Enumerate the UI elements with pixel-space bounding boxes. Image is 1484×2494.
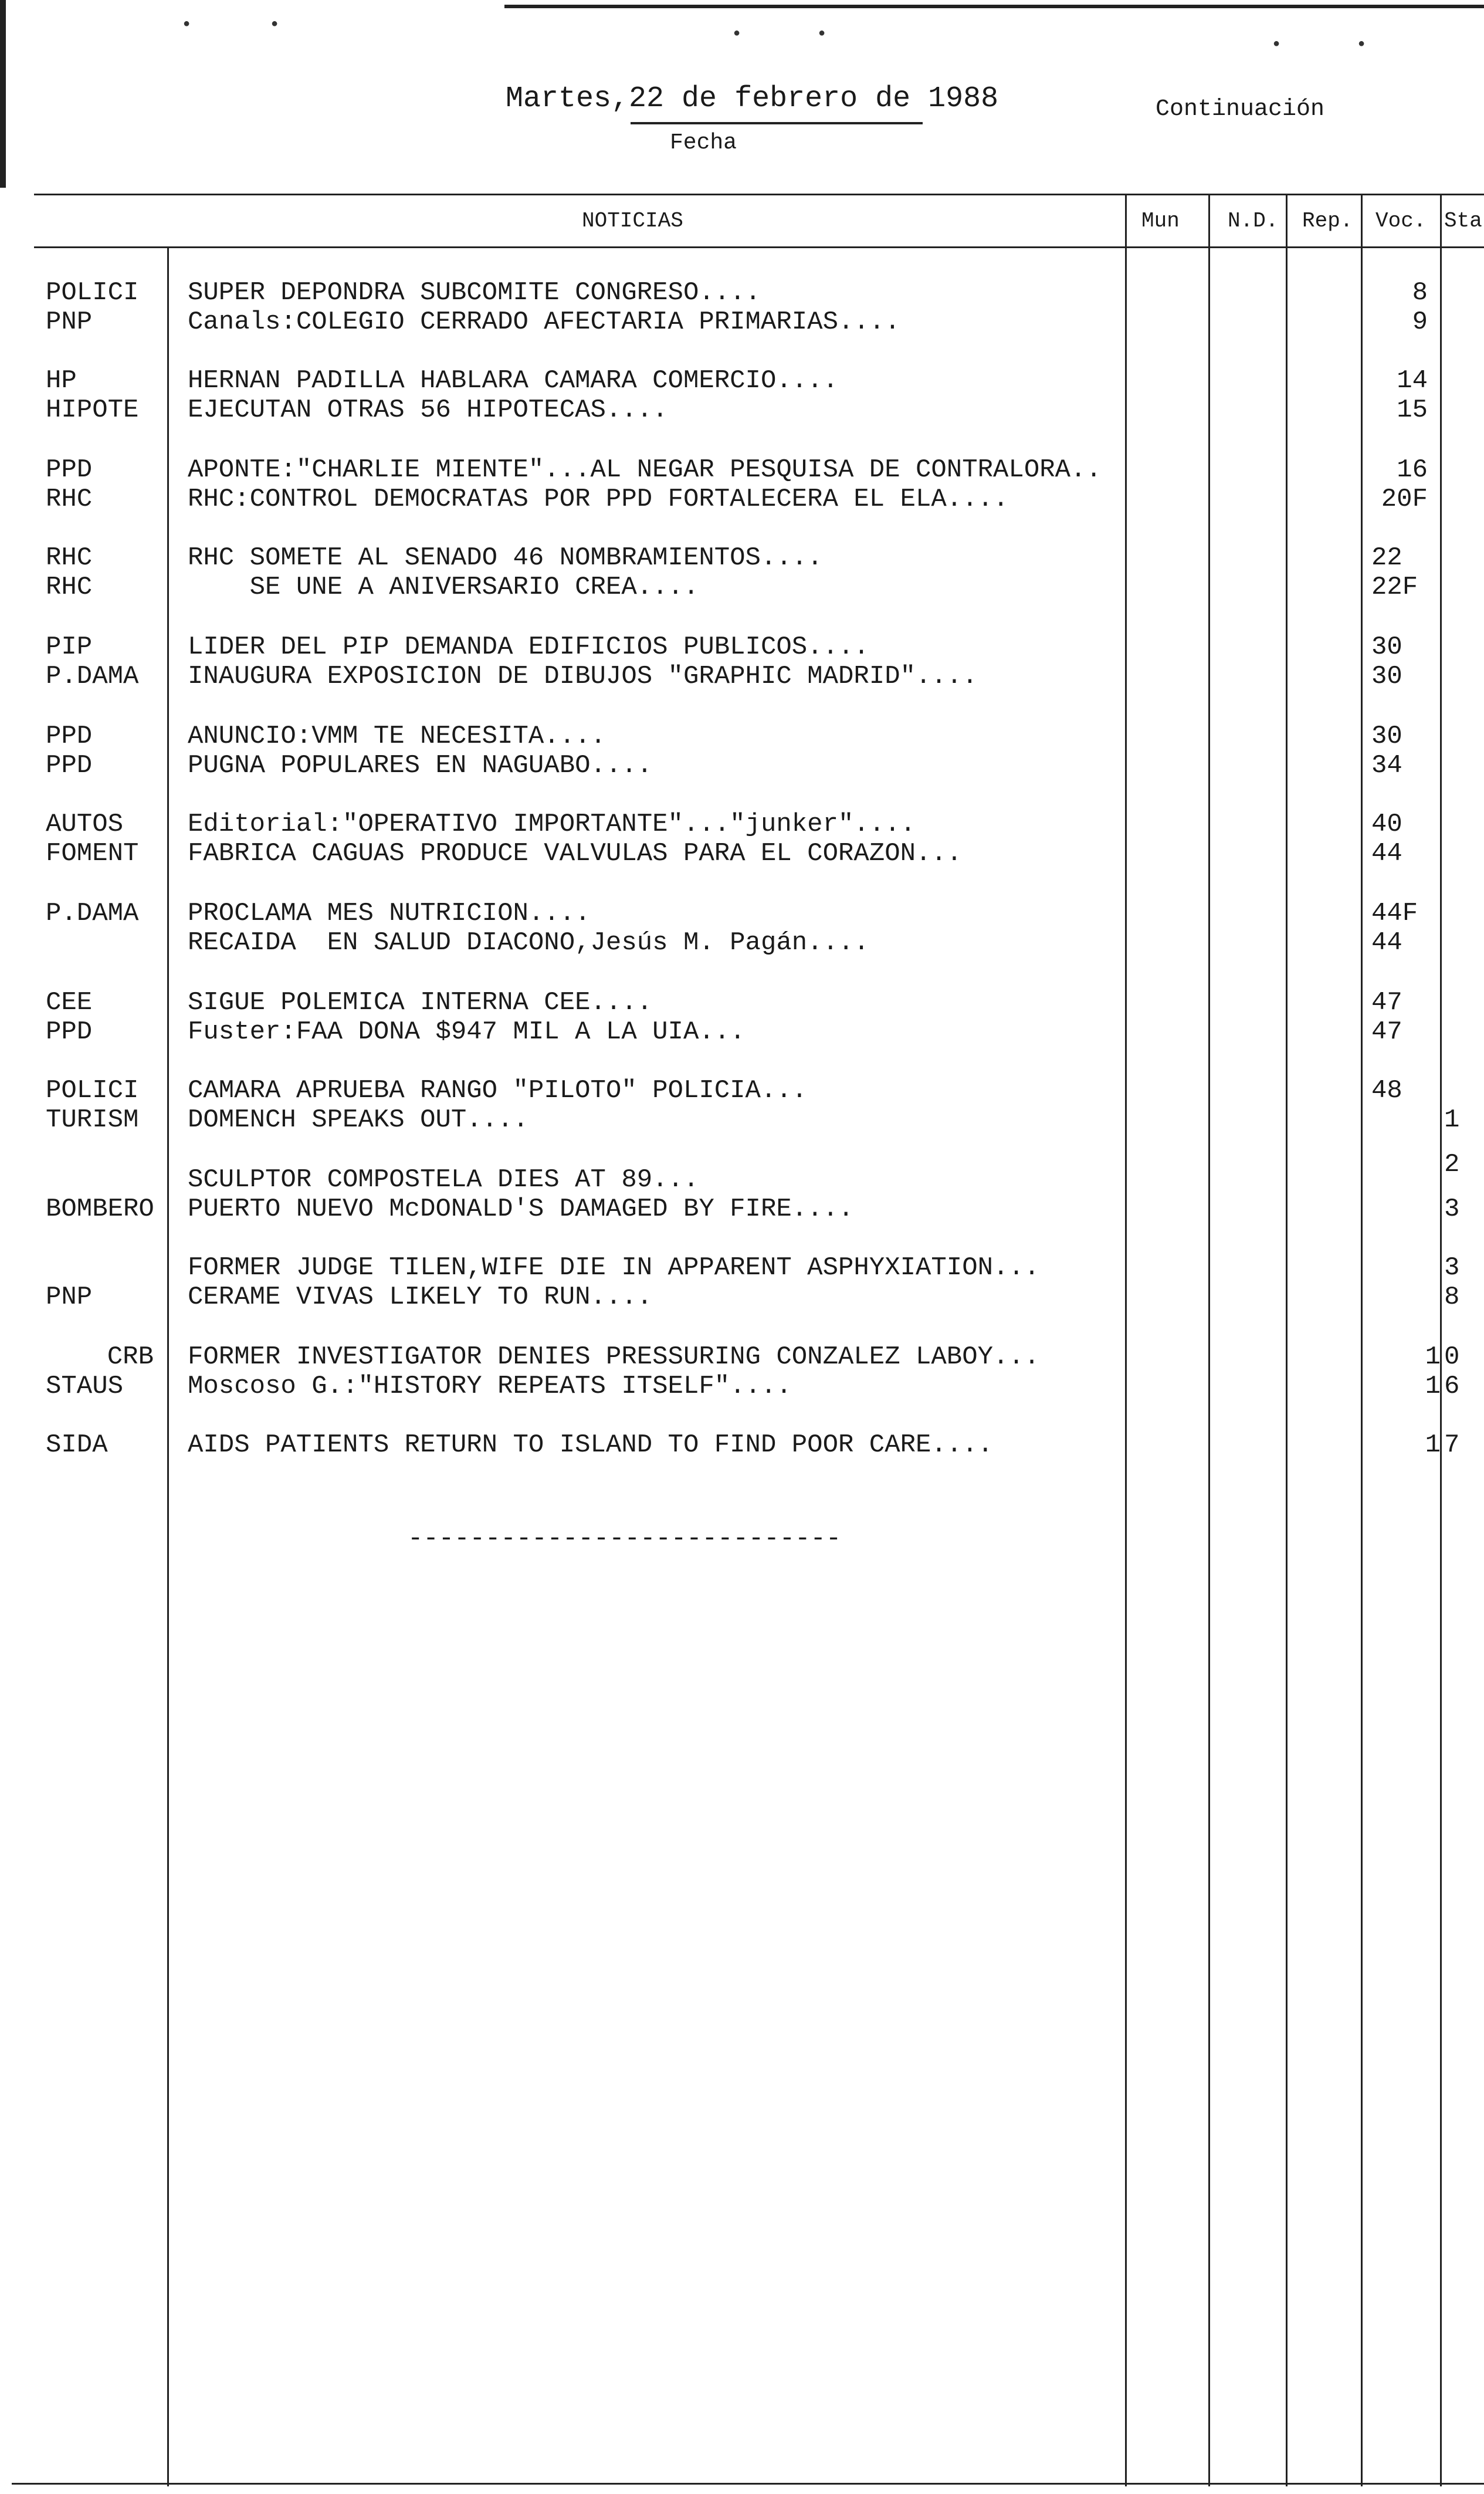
column-header-nd: N.D. bbox=[1228, 209, 1279, 233]
row-category: P.DAMA bbox=[46, 899, 139, 928]
column-rule-category bbox=[167, 246, 169, 2486]
row-headline: AIDS PATIENTS RETURN TO ISLAND TO FIND POOR CARE.... bbox=[188, 1430, 994, 1460]
row-headline: EJECUTAN OTRAS 56 HIPOTECAS.... bbox=[188, 395, 668, 425]
row-category: POLICI bbox=[46, 278, 139, 307]
row-star: 3 bbox=[1444, 1194, 1460, 1224]
column-rule-rep bbox=[1286, 194, 1288, 2486]
row-voc: 47 bbox=[1371, 988, 1402, 1017]
row-voc: 22F bbox=[1371, 573, 1418, 602]
row-voc: 15 bbox=[1397, 395, 1428, 425]
end-separator: ---------------------------- bbox=[408, 1524, 842, 1554]
row-category: PPD bbox=[46, 722, 93, 751]
top-edge-line bbox=[504, 5, 1484, 8]
continuation-label: Continuación bbox=[1156, 96, 1325, 123]
row-voc: 30 bbox=[1371, 662, 1402, 691]
row-voc: 30 bbox=[1371, 722, 1402, 751]
row-headline: FABRICA CAGUAS PRODUCE VALVULAS PARA EL CORAZON... bbox=[188, 839, 963, 868]
row-star: 8 bbox=[1444, 1282, 1460, 1312]
column-header-noticias: NOTICIAS bbox=[582, 209, 683, 233]
column-rule-voc bbox=[1361, 194, 1363, 2486]
row-category: TURISM bbox=[46, 1105, 139, 1135]
row-headline: INAUGURA EXPOSICION DE DIBUJOS "GRAPHIC MADRID".... bbox=[188, 662, 978, 691]
row-star: 2 bbox=[1444, 1150, 1460, 1179]
row-voc: 20F bbox=[1381, 485, 1428, 514]
row-category: HIPOTE bbox=[46, 395, 139, 425]
row-headline: SIGUE POLEMICA INTERNA CEE.... bbox=[188, 988, 653, 1017]
row-headline: SCULPTOR COMPOSTELA DIES AT 89... bbox=[188, 1165, 699, 1194]
date-caption: Fecha bbox=[670, 130, 737, 155]
column-rule-nd bbox=[1208, 194, 1210, 2486]
row-star: 6 bbox=[1444, 1372, 1460, 1401]
column-header-star: Sta bbox=[1444, 209, 1482, 233]
row-category: SIDA bbox=[46, 1430, 108, 1460]
row-category: BOMBERO bbox=[46, 1194, 154, 1224]
date-underline bbox=[631, 122, 923, 124]
row-voc: 22 bbox=[1371, 543, 1402, 573]
column-header-rep: Rep. bbox=[1302, 209, 1353, 233]
row-headline: APONTE:"CHARLIE MIENTE"...AL NEGAR PESQUISA DE CONTRALORA.. bbox=[188, 455, 1102, 485]
date-line: Martes,22 de febrero de 1988 bbox=[506, 82, 999, 116]
row-voc: 44 bbox=[1371, 839, 1402, 868]
row-voc: 14 bbox=[1397, 366, 1428, 395]
row-category: PNP bbox=[46, 1282, 93, 1312]
page: ● ● ● ● ● ● Martes,22 de febrero de 1988 Fecha Continuación NOTICIAS Mun N.D. Rep. Voc. Sta POLICI SUPER DEPONDRA SUBCOMITE CONGRESO.... 8 PNP Canals:COLEGIO CERRADO AFECTARIA PRIMARIAS.... 9 HP HERNAN PADILLA HABLARA CAMARA COMERCIO.... 14 HIPOTE EJECUTAN OTRAS 56 HIPOTECAS.... 15 PPD APONTE:"CHARLIE MIENTE"...AL NEGAR PESQUISA DE CONTRALORA.. 16 RHC RHC:CONTROL DEMOCRATAS POR PPD FORTALECERA EL ELA.... 20F RHC RHC SOMETE AL SENADO 46 NOMBRAMIENTOS.... 22 RHC SE UNE A ANIVERSARIO CREA.... 22F PIP LIDER DEL PIP DEMANDA EDIFICIOS PUBLICOS.... 30 P.DAMA INAUGURA EXPOSICION DE DIBUJOS "GRAPHIC MADRID".... 30 PPD ANUNCIO:VMM TE NECESITA.... 30 PPD PUGNA POPULARES EN NAGUABO.... 34 AUTOS Editorial:"OPERATIVO IMPORTANTE"..."junker".... 40 FOMENT FABRICA CAGUAS PRODUCE VALVULAS PARA EL CORAZON... 44 P.DAMA PROCLAMA MES NUTRICION.... 44F RECAIDA EN SALUD DIACONO,Jesús M. Pagán.... 44 CEE SIGUE POLEMICA INTERNA CEE.... 47 PPD Fuster:FAA DONA $947 MIL A LA UIA... 47 POLICI CAMARA APRUEBA RANGO "PILOTO" POLICIA... 48 TURISM DOMENCH SPEAKS OUT.... 1 SCULPTOR COMPOSTELA DIES AT 89... 2 BOMBERO PUERTO NUEVO McDONALD'S DAMAGED BY FIRE.... 3 FORMER JUDGE TILEN,WIFE DIE IN APPARENT ASPHYXIATION... 3 PNP CERAME VIVAS LIKELY TO RUN.... 8 CRB FORMER INVESTIGATOR DENIES PRESSURING CONZALEZ LABOY... 1 0 STAUS Moscoso G.:"HISTORY REPEATS ITSELF".... 1 6 SIDA AIDS PATIENTS RETURN TO ISLAND TO FIND POOR CARE.... 1 7 ---------------------------- bbox=[0, 0, 1484, 2494]
table-header-rule bbox=[34, 246, 1484, 248]
row-voc: 1 bbox=[1425, 1342, 1441, 1372]
row-category: POLICI bbox=[46, 1076, 139, 1105]
row-headline: Canals:COLEGIO CERRADO AFECTARIA PRIMARIAS.... bbox=[188, 307, 900, 337]
row-category: CEE bbox=[46, 988, 93, 1017]
column-header-voc: Voc. bbox=[1375, 209, 1427, 233]
row-voc: 16 bbox=[1397, 455, 1428, 485]
row-voc: 9 bbox=[1412, 307, 1428, 337]
row-headline: LIDER DEL PIP DEMANDA EDIFICIOS PUBLICOS.... bbox=[188, 632, 869, 662]
row-category: PNP bbox=[46, 307, 93, 337]
row-headline: SE UNE A ANIVERSARIO CREA.... bbox=[188, 573, 699, 602]
left-edge-line bbox=[0, 0, 6, 188]
row-star: 3 bbox=[1444, 1253, 1460, 1282]
row-category: STAUS bbox=[46, 1372, 124, 1401]
row-category: PPD bbox=[46, 1017, 93, 1047]
row-headline: CAMARA APRUEBA RANGO "PILOTO" POLICIA... bbox=[188, 1076, 808, 1105]
row-star: 7 bbox=[1444, 1430, 1460, 1460]
row-headline: FORMER JUDGE TILEN,WIFE DIE IN APPARENT ASPHYXIATION... bbox=[188, 1253, 1040, 1282]
row-voc: 47 bbox=[1371, 1017, 1402, 1047]
row-headline: FORMER INVESTIGATOR DENIES PRESSURING CONZALEZ LABOY... bbox=[188, 1342, 1040, 1372]
row-category: PIP bbox=[46, 632, 93, 662]
row-headline: HERNAN PADILLA HABLARA CAMARA COMERCIO.... bbox=[188, 366, 838, 395]
row-category: PPD bbox=[46, 455, 93, 485]
row-headline: DOMENCH SPEAKS OUT.... bbox=[188, 1105, 528, 1135]
row-headline: CERAME VIVAS LIKELY TO RUN.... bbox=[188, 1282, 653, 1312]
row-voc: 48 bbox=[1371, 1076, 1402, 1105]
row-voc: 30 bbox=[1371, 632, 1402, 662]
row-headline: PROCLAMA MES NUTRICION.... bbox=[188, 899, 591, 928]
row-headline: PUGNA POPULARES EN NAGUABO.... bbox=[188, 751, 653, 780]
row-headline: PUERTO NUEVO McDONALD'S DAMAGED BY FIRE.... bbox=[188, 1194, 854, 1224]
row-voc: 44 bbox=[1371, 928, 1402, 957]
row-category: FOMENT bbox=[46, 839, 139, 868]
row-star: 0 bbox=[1444, 1342, 1460, 1372]
column-rule-star bbox=[1440, 194, 1442, 2486]
row-category: RHC bbox=[46, 573, 93, 602]
row-voc: 1 bbox=[1425, 1372, 1441, 1401]
row-category: P.DAMA bbox=[46, 662, 139, 691]
row-headline: Editorial:"OPERATIVO IMPORTANTE"..."junker".... bbox=[188, 810, 916, 839]
row-voc: 44F bbox=[1371, 899, 1418, 928]
row-headline: RHC SOMETE AL SENADO 46 NOMBRAMIENTOS.... bbox=[188, 543, 823, 573]
row-category: PPD bbox=[46, 751, 93, 780]
table-top-rule bbox=[34, 194, 1484, 195]
row-headline: RHC:CONTROL DEMOCRATAS POR PPD FORTALECERA EL ELA.... bbox=[188, 485, 1009, 514]
row-category: RHC bbox=[46, 485, 93, 514]
row-category: AUTOS bbox=[46, 810, 124, 839]
row-voc: 8 bbox=[1412, 278, 1428, 307]
row-voc: 1 bbox=[1425, 1430, 1441, 1460]
row-star: 1 bbox=[1444, 1105, 1460, 1135]
row-voc: 40 bbox=[1371, 810, 1402, 839]
row-voc: 34 bbox=[1371, 751, 1402, 780]
row-headline: ANUNCIO:VMM TE NECESITA.... bbox=[188, 722, 606, 751]
row-headline: RECAIDA EN SALUD DIACONO,Jesús M. Pagán.... bbox=[188, 928, 869, 957]
row-category: RHC bbox=[46, 543, 93, 573]
bottom-edge-line bbox=[12, 2483, 1484, 2485]
row-category: CRB bbox=[107, 1342, 154, 1372]
column-rule-mun bbox=[1125, 194, 1127, 2486]
column-header-mun: Mun bbox=[1141, 209, 1180, 233]
row-headline: Moscoso G.:"HISTORY REPEATS ITSELF".... bbox=[188, 1372, 792, 1401]
row-category: HP bbox=[46, 366, 77, 395]
row-headline: Fuster:FAA DONA $947 MIL A LA UIA... bbox=[188, 1017, 746, 1047]
row-headline: SUPER DEPONDRA SUBCOMITE CONGRESO.... bbox=[188, 278, 761, 307]
